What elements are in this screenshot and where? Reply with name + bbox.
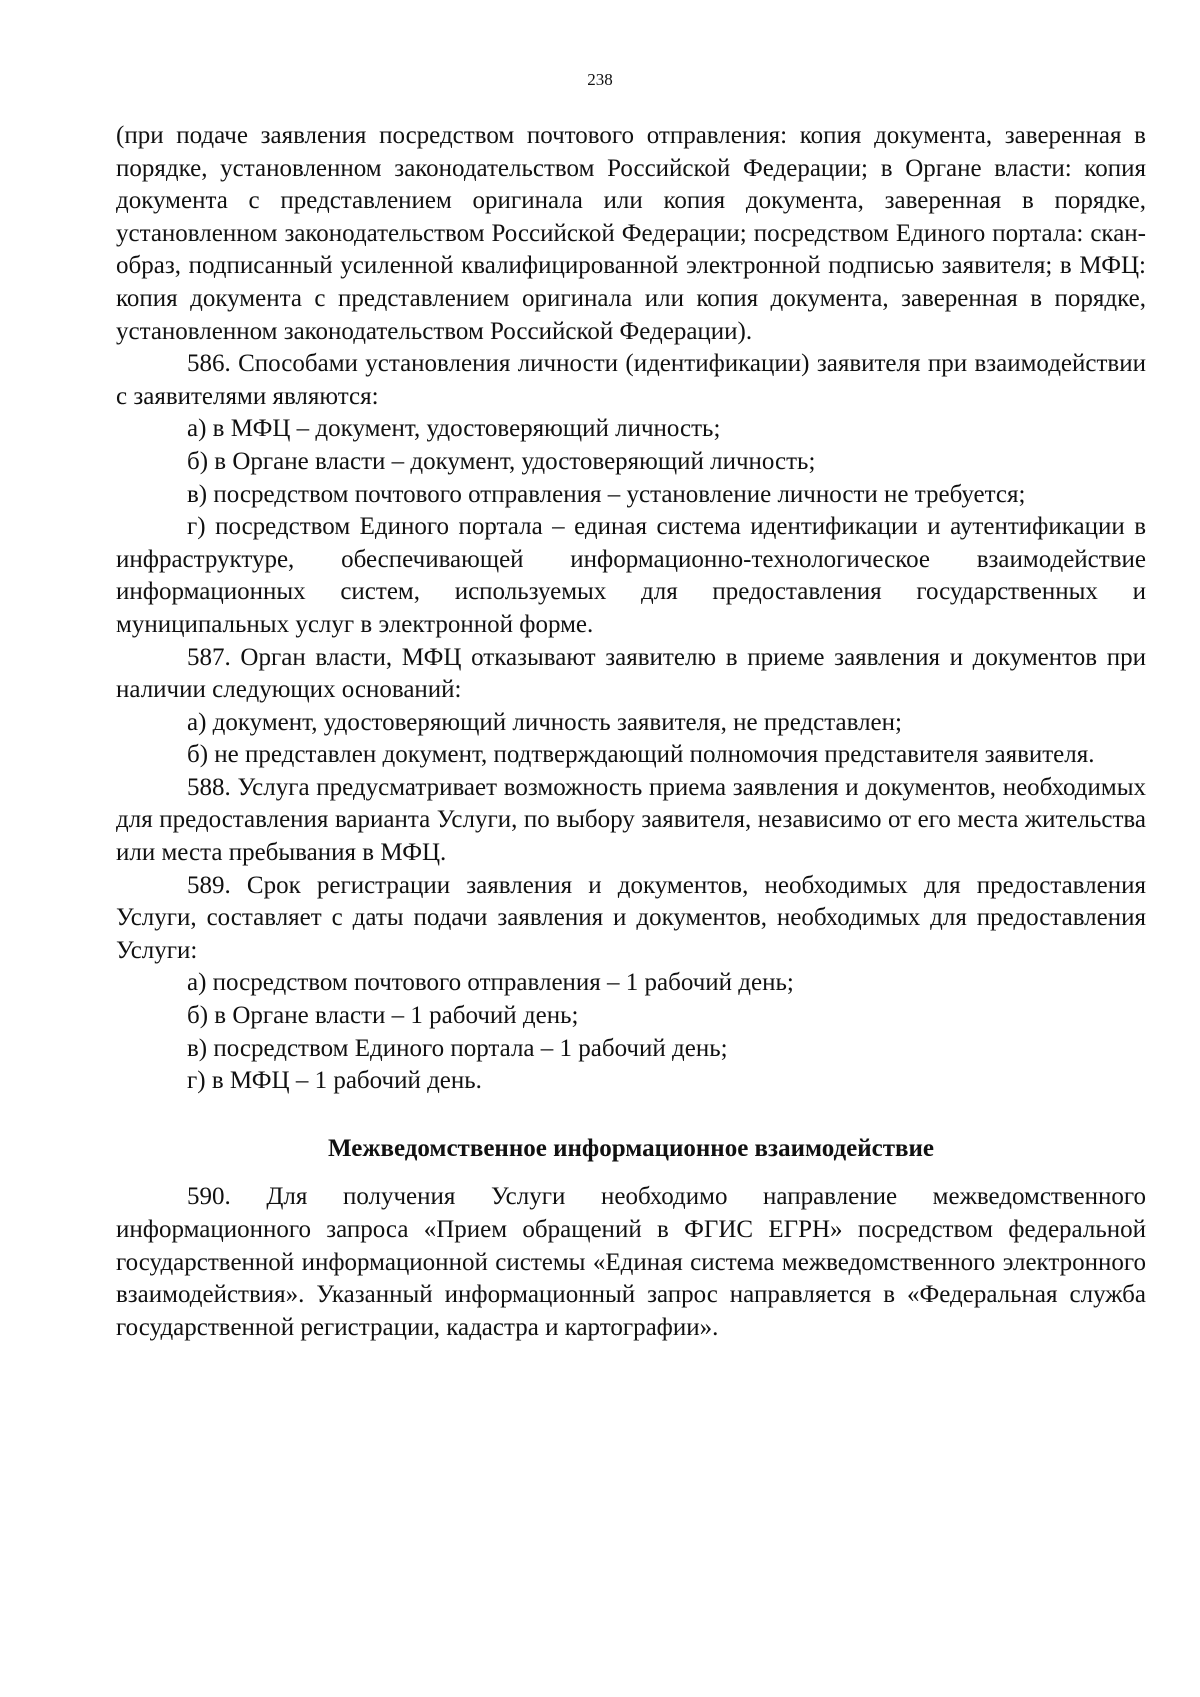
list-item-587-a: а) документ, удостоверяющий личность заявителя, не представлен; (187, 708, 902, 736)
list-item-586-v: в) посредством почтового отправления – установление личности не требуется; (187, 480, 1026, 508)
spacer (116, 1098, 1146, 1133)
list-item-589-g: г) в МФЦ – 1 рабочий день. (187, 1067, 482, 1095)
list-item-589-b: б) в Органе власти – 1 рабочий день; (187, 1002, 579, 1030)
spacer (116, 1165, 1146, 1181)
document-body (116, 120, 1146, 1344)
list-item-589-a: а) посредством почтового отправления – 1 рабочий день; (187, 969, 794, 997)
section-heading: Межведомственное информационное взаимодействие (328, 1134, 934, 1162)
list-item-586-g: г) посредством Единого портала – единая система идентификации и аутентификации в инфраструктуре, обеспечивающей информационно-технологическое взаимодействие информационных систем, используемых для предоставления государственных и муниципальных услуг в электронной форме. (116, 513, 1146, 638)
paragraph-586: 586. Способами установления личности (идентификации) заявителя при взаимодействии с заявителями являются: (116, 350, 1146, 410)
list-item-586-b: б) в Органе власти – документ, удостоверяющий личность; (187, 447, 816, 475)
list-item-587-b: б) не представлен документ, подтверждающий полномочия представителя заявителя. (187, 741, 1095, 769)
paragraph-588: 588. Услуга предусматривает возможность приема заявления и документов, необходимых для предоставления варианта Услуги, по выбору заявителя, независимо от его места жительства или места пребывания в МФЦ. (116, 773, 1146, 867)
paragraph-590: 590. Для получения Услуги необходимо направление межведомственного информационного запроса «Прием обращений в ФГИС ЕГРН» посредством федеральной государственной информационной системы «Единая система межведомственного электронного взаимодействия». Указанный информационный запрос направляется в «Федеральная служба государственной регистрации, кадастра и картографии». (116, 1183, 1146, 1341)
page-number: 238 (587, 70, 613, 89)
paragraph-continuation: (при подаче заявления посредством почтового отправления: копия документа, заверенная в порядке, установленном законодательством Российской Федерации; в Органе власти: копия документа с представлением оригинала или копия документа, заверенная в порядке, установленном законодательством Российской Федерации; посредством Единого портала: скан-образ, подписанный усиленной квалифицированной электронной подписью заявителя; в МФЦ: копия документа с представлением оригинала или копия документа, заверенная в порядке, установленном законодательством Российской Федерации). (116, 122, 1146, 345)
paragraph-587: 587. Орган власти, МФЦ отказывают заявителю в приеме заявления и документов при наличии следующих оснований: (116, 643, 1146, 704)
list-item-589-v: в) посредством Единого портала – 1 рабочий день; (187, 1034, 728, 1062)
list-item-586-a: а) в МФЦ – документ, удостоверяющий личность; (187, 415, 721, 443)
paragraph-589: 589. Срок регистрации заявления и документов, необходимых для предоставления Услуги, составляет с даты подачи заявления и документов, необходимых для предоставления Услуги: (116, 871, 1146, 964)
